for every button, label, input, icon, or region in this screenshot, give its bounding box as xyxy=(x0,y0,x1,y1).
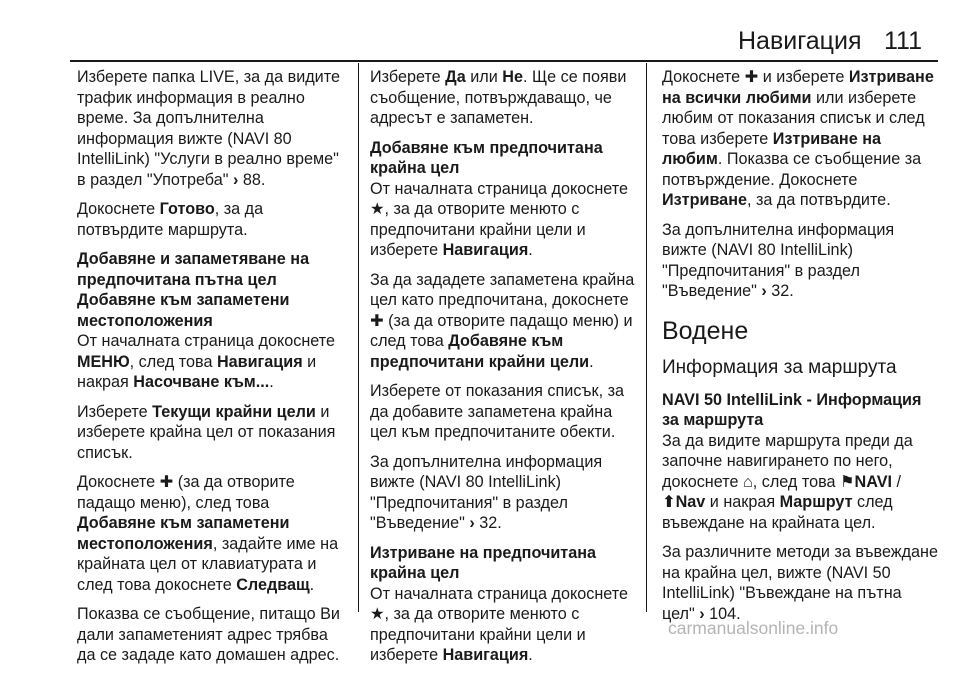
page-header xyxy=(0,0,960,56)
subsection-heading: Информация за маршрута xyxy=(662,356,897,378)
paragraph: Изберете от показания списък, за да добавите запаметена крайна цел към предпочитаните обекти. xyxy=(370,382,625,441)
page-number: 111 xyxy=(884,27,923,55)
page-ref-icon: › xyxy=(232,170,239,189)
paragraph: Докоснете ✚ и изберете Изтриване на всички любими или изберете любим от показания списък и след това изберете Изтриване на любим. Показва се съобщение за потвърждение. Докоснете Изтриване, за да потвърдите. xyxy=(662,68,934,209)
paragraph: За различните методи за въвеждане на крайна цел, вижте (NAVI 50 IntelliLink) "Въвеждане на пътна цел" › 104. xyxy=(662,543,938,623)
paragraph: Изберете папка LIVE, за да видите трафик информация в реално време. За допълнителна информация вижте (NAVI 80 IntelliLink) "Услуги в реално време" в раздел "Употреба" › 88. xyxy=(77,68,340,189)
header-rule xyxy=(70,60,938,62)
paragraph: За да видите маршрута преди да започне навигирането по него, докоснете ⌂, след това ⚑NAVI / ⬆Nav и накрая Маршрут след въвеждане на крайната цел. xyxy=(662,431,913,532)
subheading: NAVI 50 IntelliLink - Информация за маршрута xyxy=(662,390,922,429)
column-divider-1 xyxy=(358,63,359,612)
page-ref-icon: › xyxy=(699,604,705,623)
page-ref-icon: › xyxy=(469,514,475,532)
subheading: Изтриване на предпочитана крайна цел xyxy=(370,543,597,582)
section-heading: Водене xyxy=(662,316,749,345)
subheading: Добавяне към запаметени местоположения xyxy=(77,291,290,330)
paragraph: За допълнителна информация вижте (NAVI 80 IntelliLink) "Предпочитания" в раздел "Въведение" › 32. xyxy=(662,220,895,300)
paragraph: Изберете Да или Не. Ще се появи съобщение, потвърждаващо, че адресът е запаметен. xyxy=(370,68,627,127)
paragraph: Докоснете ✚ (за да отворите падащо меню), след това Добавяне към запаметени местоположения, задайте име на крайната цел от клавиатурата и след това докоснете Следващ. xyxy=(77,473,339,594)
page-ref-icon: › xyxy=(761,282,767,300)
section-title: Навигация xyxy=(738,27,862,55)
column-3 xyxy=(662,67,938,633)
paragraph: От началната страница докоснете ★, за да отворите менюто с предпочитани крайни цели и изберете Навигация. xyxy=(370,179,629,259)
column-2 xyxy=(370,67,640,675)
flag-icon: ⚑ xyxy=(840,472,855,491)
paragraph: Показва се съобщение, питащо Ви дали запаметеният адрес трябва да се зададе като домашен адрес. xyxy=(77,605,340,664)
plus-icon: ✚ xyxy=(370,311,384,330)
subheading: Добавяне към предпочитана крайна цел xyxy=(370,138,603,177)
star-icon: ★ xyxy=(370,605,385,623)
paragraph: Изберете Текущи крайни цели и изберете крайна цел от показания списък. xyxy=(77,402,336,462)
paragraph: За да зададете запаметена крайна цел като предпочитана, докоснете ✚ (за да отворите падащо меню) и след това Добавяне към предпочитани крайни цели. xyxy=(370,270,635,371)
paragraph: От началната страница докоснете ★, за да отворите менюто с предпочитани крайни цели и изберете Навигация. xyxy=(370,584,629,664)
home-icon: ⌂ xyxy=(742,472,753,491)
navigation-arrow-icon: ⬆ xyxy=(662,493,676,511)
paragraph: От началната страница докоснете МЕНЮ, след това Навигация и накрая Насочване към.... xyxy=(77,332,336,391)
column-divider-2 xyxy=(646,63,647,612)
paragraph: Докоснете Готово, за да потвърдите маршрута. xyxy=(77,200,264,239)
star-icon: ★ xyxy=(370,200,385,218)
plus-icon: ✚ xyxy=(744,68,759,86)
watermark: carmanualsonline.info xyxy=(668,618,839,638)
subheading: Добавяне и запаметяване на предпочитана пътна цел xyxy=(77,250,310,289)
column-1 xyxy=(77,67,349,675)
paragraph: За допълнителна информация вижте (NAVI 80 IntelliLink) "Предпочитания" в раздел "Въведение" › 32. xyxy=(370,452,603,532)
plus-icon: ✚ xyxy=(159,473,174,491)
